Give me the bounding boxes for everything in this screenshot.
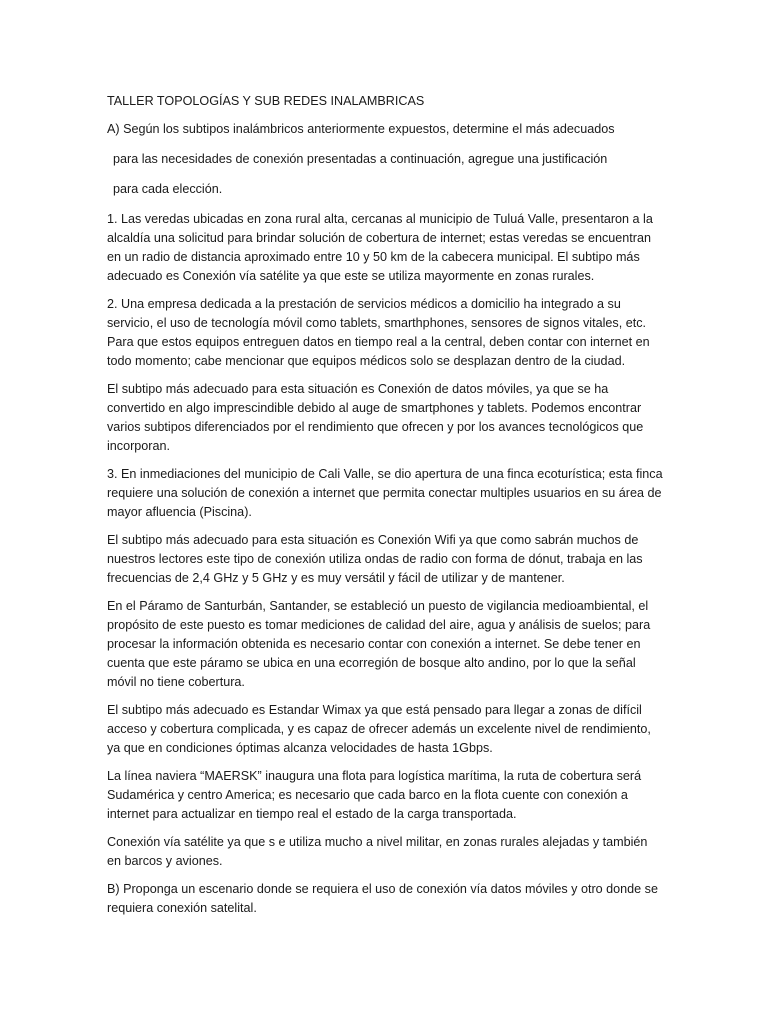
document-body <box>107 92 663 927</box>
section-a-line-2: para las necesidades de conexión presentadas a continuación, agregue una justificación <box>113 152 608 166</box>
paragraph-3-ecotourism-finca: 3. En inmediaciones del municipio de Cali Valle, se dio apertura de una finca ecoturística; esta finca requiere una solución de conexión a internet que permita conectar multiples usuarios en su área de mayor afluencia (Piscina). <box>107 467 663 519</box>
paragraph-section-b: B) Proponga un escenario donde se requiera el uso de conexión vía datos móviles y otro donde se requiera conexión satelital. <box>107 882 658 915</box>
section-a-line-3: para cada elección. <box>113 182 223 196</box>
paragraph-wifi-answer: El subtipo más adecuado para esta situación es Conexión Wifi ya que como sabrán muchos de nuestros lectores este tipo de conexión utiliza ondas de radio con forma de dónut, trabaja en las frecuencias de 2,4 GHz y 5 GHz y es muy versátil y fácil de utilizar y de mantener. <box>107 533 643 585</box>
paragraph-paramo-santurban: En el Páramo de Santurbán, Santander, se estableció un puesto de vigilancia medioambiental, el propósito de este puesto es tomar mediciones de calidad del aire, agua y análisis de suelos; para procesar la información obtenida es necesario contar con conexión a internet. Se debe tener en cuenta que este páramo se ubica en una ecorregión de bosque alto andino, por lo que la señal móvil no tiene cobertura. <box>107 599 651 689</box>
paragraph-satellite-answer: Conexión vía satélite ya que s e utiliza mucho a nivel militar, en zonas rurales alejadas y también en barcos y aviones. <box>107 835 648 868</box>
paragraph-1-rural-veredas: 1. Las veredas ubicadas en zona rural alta, cercanas al municipio de Tuluá Valle, presentaron a la alcaldía una solicitud para brindar solución de cobertura de internet; estas veredas se encuentran en un radio de distancia aproximado entre 10 y 50 km de la cabecera municipal. El subtipo más adecuado es Conexión vía satélite ya que este se utiliza mayormente en zonas rurales. <box>107 212 653 283</box>
document-title: TALLER TOPOLOGÍAS Y SUB REDES INALAMBRICAS <box>107 94 425 108</box>
paragraph-mobile-data-answer: El subtipo más adecuado para esta situación es Conexión de datos móviles, ya que se ha convertido en algo imprescindible debido al auge de smartphones y tablets. Podemos encontrar varios subtipos diferenciados por el rendimiento que ofrecen y por los avances tecnológicos que incorporan. <box>107 382 644 453</box>
paragraph-maersk-fleet: La línea naviera “MAERSK” inaugura una flota para logística marítima, la ruta de cobertura será Sudamérica y centro America; es necesario que cada barco en la flota cuente con conexión a internet para actualizar en tiempo real el estado de la carga transportada. <box>107 769 642 821</box>
section-a-line-1: A) Según los subtipos inalámbricos anteriormente expuestos, determine el más adecuados <box>107 122 615 136</box>
paragraph-wimax-answer: El subtipo más adecuado es Estandar Wimax ya que está pensado para llegar a zonas de difícil acceso y cobertura complicada, y es capaz de ofrecer además un excelente nivel de rendimiento, ya que en condiciones óptimas alcanza velocidades de hasta 1Gbps. <box>107 703 651 755</box>
paragraph-2-medical-services: 2. Una empresa dedicada a la prestación de servicios médicos a domicilio ha integrado a su servicio, el uso de tecnología móvil como tablets, smarthphones, sensores de signos vitales, etc. Para que estos equipos entreguen datos en tiempo real a la central, deben contar con internet en todo momento; cabe mencionar que equipos médicos solo se desplazan dentro de la ciudad. <box>107 297 650 368</box>
